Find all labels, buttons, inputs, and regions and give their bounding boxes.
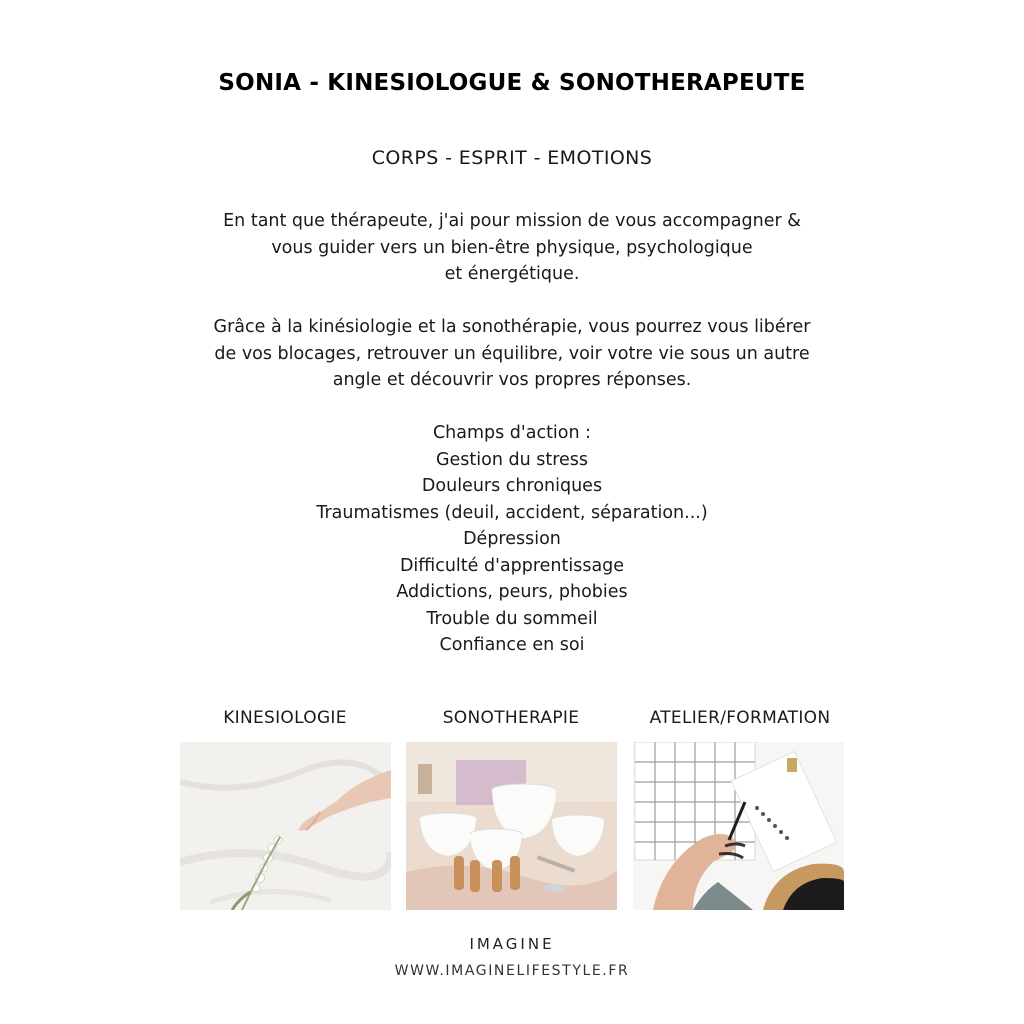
page-subtitle: CORPS - ESPRIT - EMOTIONS bbox=[371, 147, 653, 169]
atelier-photo bbox=[633, 742, 844, 910]
category-label-kinesiologie: KINESIOLOGIE bbox=[223, 708, 347, 728]
approach-line: de vos blocages, retrouver un équilibre, voir votre vie sous un autre bbox=[214, 343, 810, 364]
sonotherapie-photo bbox=[406, 742, 617, 910]
website-link[interactable]: WWW.IMAGINELIFESTYLE.FR bbox=[394, 963, 630, 979]
brand-logo bbox=[0, 930, 1024, 954]
intro-line: vous guider vers un bien-être physique, psychologique bbox=[271, 237, 753, 258]
fields-heading: Champs d'action : bbox=[432, 423, 592, 443]
field-item: Traumatismes (deuil, accident, séparation...) bbox=[316, 502, 708, 523]
field-item: Douleurs chroniques bbox=[421, 476, 603, 496]
category-label-sonotherapie: SONOTHERAPIE bbox=[442, 708, 580, 728]
intro-line: En tant que thérapeute, j'ai pour mission de vous accompagner & bbox=[223, 211, 801, 231]
field-item: Dépression bbox=[463, 529, 561, 549]
approach-line: Grâce à la kinésiologie et la sonothérapie, vous pourrez vous libérer bbox=[213, 317, 811, 337]
brand-logo-text: IMAGINE bbox=[469, 935, 555, 953]
field-item: Trouble du sommeil bbox=[426, 608, 598, 629]
intro-line: et énergétique. bbox=[444, 264, 580, 284]
intro-paragraph bbox=[0, 208, 1024, 288]
fields-of-action bbox=[0, 420, 1024, 659]
approach-paragraph bbox=[0, 314, 1024, 394]
kinesiologie-photo bbox=[180, 742, 391, 910]
field-item: Addictions, peurs, phobies bbox=[396, 582, 628, 602]
category-label-atelier: ATELIER/FORMATION bbox=[649, 708, 831, 728]
field-item: Gestion du stress bbox=[435, 449, 589, 470]
field-item: Difficulté d'apprentissage bbox=[399, 555, 625, 576]
field-item: Confiance en soi bbox=[439, 635, 585, 655]
page-title: SONIA - KINESIOLOGUE & SONOTHERAPEUTE bbox=[218, 70, 806, 96]
approach-line: angle et découvrir vos propres réponses. bbox=[332, 370, 692, 390]
